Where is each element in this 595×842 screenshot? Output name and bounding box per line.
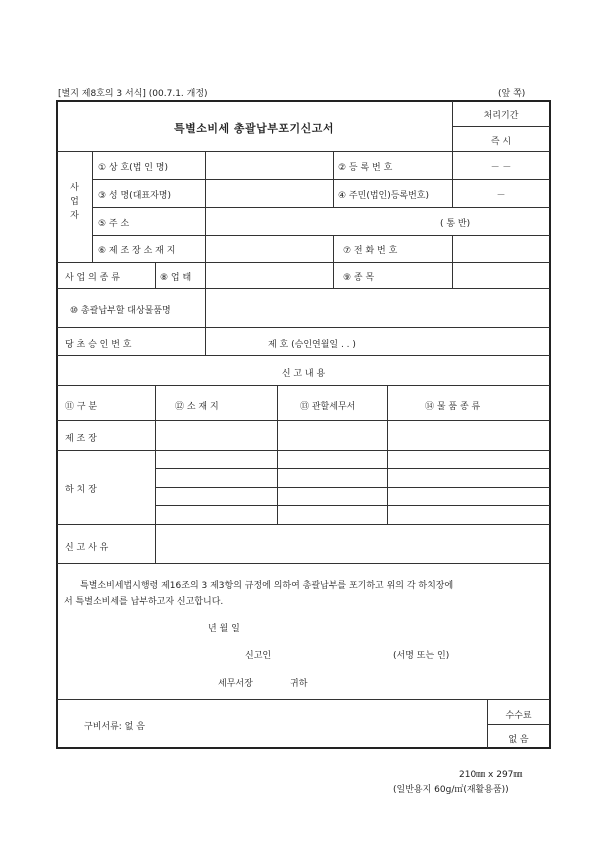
reporter-label: 신고인 [245, 651, 272, 661]
phone-label: ⑦ 전 화 번 호 [343, 246, 398, 256]
statement-line-1: 특별소비세법시행령 제16조의 3 제3항의 규정에 의하여 총괄납부를 포기하고 위의 각 하치장에 [80, 581, 454, 591]
honorific: 귀하 [290, 679, 308, 689]
report-content-heading: 신 고 내 용 [281, 369, 326, 379]
business-item-label: ⑨ 종 목 [343, 273, 375, 283]
report-reason-label: 신 고 사 유 [65, 543, 109, 553]
address-value: ( 통 반) [440, 219, 471, 229]
statement-line-2: 서 특별소비세를 납부하고자 신고합니다. [64, 597, 224, 607]
resident-no-value: － [496, 191, 506, 201]
business-label: 사 업 자 [70, 183, 79, 221]
fee-label: 수수료 [505, 711, 532, 721]
resident-no-label: ④ 주민(법인)등록번호) [338, 191, 430, 201]
column-tax-office: ⑬ 관할세무서 [300, 402, 356, 412]
column-goods-type: ⑭ 물 품 종 류 [425, 402, 481, 412]
trade-name-label: ① 상 호(법 인 명) [98, 163, 169, 173]
attachments-label: 구비서류: 없 음 [84, 722, 145, 732]
page-side: (앞 쪽) [498, 89, 526, 99]
form-number: [별지 제8호의 3 서식] (00.7.1. 개정) [58, 89, 208, 99]
fee-value: 없 음 [508, 735, 529, 745]
address-label: ⑤ 주 소 [98, 219, 130, 229]
goods-label: ⑩ 총괄납부할 대상물품명 [70, 306, 171, 316]
row-factory-label: 제 조 장 [65, 434, 97, 444]
form-title: 특별소비세 총괄납부포기신고서 [173, 122, 335, 135]
signature-label: (서명 또는 인) [393, 651, 450, 661]
processing-period-label: 처리기간 [483, 111, 519, 121]
tax-office-chief: 세무서장 [218, 679, 253, 689]
date-line: 년 월 일 [208, 624, 240, 634]
factory-location-label: ⑥ 제 조 장 소 재 지 [98, 246, 176, 256]
registration-no-value: － － [490, 163, 512, 173]
processing-period-value: 즉 시 [490, 137, 512, 147]
registration-no-label: ② 등 록 번 호 [338, 163, 393, 173]
row-storage-label: 하 치 장 [65, 485, 97, 495]
paper-size: 210㎜ x 297㎜ [459, 770, 523, 780]
column-classification: ⑪ 구 분 [65, 402, 98, 412]
approval-no-label: 당 초 승 인 번 호 [65, 340, 132, 350]
business-category-label: ⑧ 업 태 [160, 273, 192, 283]
paper-spec: (일반용지 60g/㎡(재활용품)) [393, 785, 509, 795]
rep-name-label: ③ 성 명(대표자명) [98, 191, 171, 201]
column-location: ⑫ 소 재 지 [175, 402, 219, 412]
business-type-label: 사 업 의 종 류 [65, 273, 120, 283]
approval-no-value: 제 호 (승인연월일 . . ) [268, 340, 356, 350]
